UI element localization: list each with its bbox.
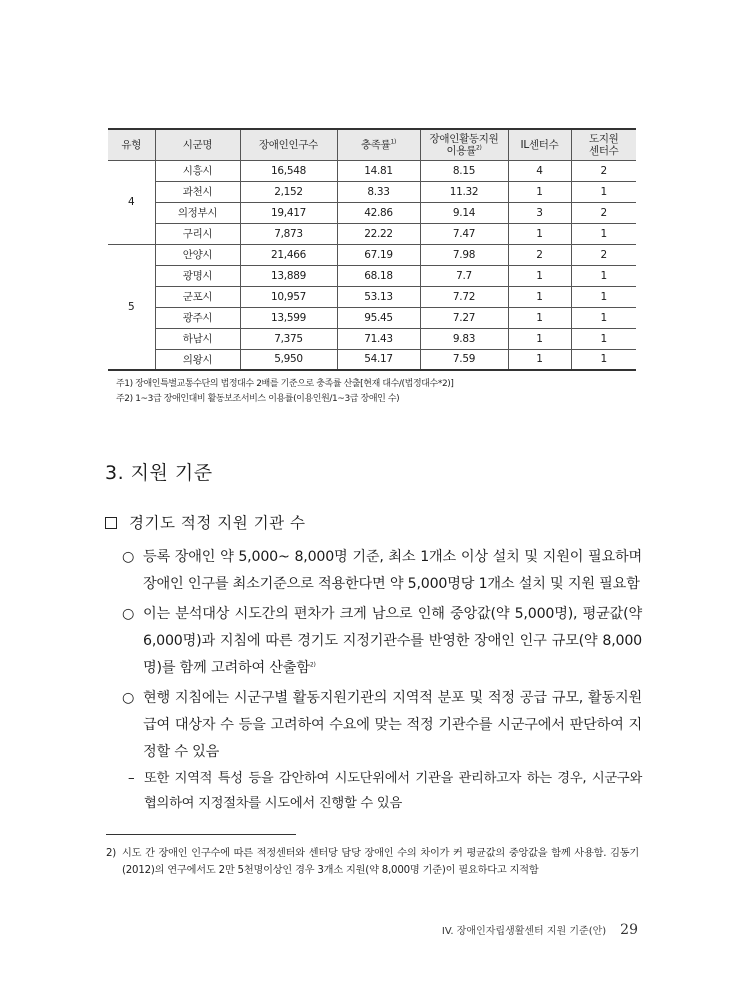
usage-cell: 8.15 [420, 160, 508, 181]
header-rate-label: 충족률 [360, 138, 391, 151]
city-cell: 군포시 [155, 286, 240, 307]
city-cell: 안양시 [155, 244, 240, 265]
province-cell: 2 [571, 160, 636, 181]
province-cell: 1 [571, 181, 636, 202]
rate-cell: 95.45 [337, 307, 420, 328]
header-population: 장애인인구수 [240, 129, 337, 160]
header-city: 시군명 [155, 129, 240, 160]
footnote-ref: 2) [309, 661, 316, 669]
province-cell: 2 [571, 244, 636, 265]
section-title: 3. 지원 기준 [105, 462, 213, 484]
table-row [108, 181, 636, 202]
city-cell: 의왕시 [155, 349, 240, 370]
rate-cell: 8.33 [337, 181, 420, 202]
header-usage-sup: 2) [475, 144, 482, 152]
table-row [108, 160, 636, 181]
header-usage [420, 129, 508, 160]
bullet-item-1 [122, 544, 642, 598]
il-cell: 2 [508, 244, 571, 265]
province-cell: 1 [571, 223, 636, 244]
table-row [108, 223, 636, 244]
page-footer [442, 922, 638, 938]
header-rate-sup: 1) [390, 138, 397, 146]
city-cell: 하남시 [155, 328, 240, 349]
population-cell: 13,599 [240, 307, 337, 328]
circle-bullet-icon: ○ [122, 549, 135, 565]
population-cell: 13,889 [240, 265, 337, 286]
header-province-line2: 센터수 [588, 144, 619, 157]
rate-cell: 22.22 [337, 223, 420, 244]
rate-cell: 68.18 [337, 265, 420, 286]
province-cell: 1 [571, 286, 636, 307]
city-cell: 과천시 [155, 181, 240, 202]
population-cell: 16,548 [240, 160, 337, 181]
city-cell: 구리시 [155, 223, 240, 244]
il-cell: 1 [508, 223, 571, 244]
table-row [108, 265, 636, 286]
population-cell: 2,152 [240, 181, 337, 202]
dash-bullet-icon: – [128, 771, 135, 786]
section-subtitle [105, 511, 305, 533]
table-row [108, 307, 636, 328]
city-cell: 시흥시 [155, 160, 240, 181]
rate-cell: 42.86 [337, 202, 420, 223]
footnote-text: 시도 간 장애인 인구수에 따른 적정센터와 센터당 담당 장애인 수의 차이가 커 평균값의 중앙값을 함께 사용함. 김동기(2012)의 연구에서도 2만 5천명이상인 경우 3개소 지원(약 8,000명 기준)이 필요하다고 지적함 [122, 848, 639, 876]
footnote [106, 845, 639, 879]
bullet-text: 현행 지침에는 시군구별 활동지원기관의 지역적 분포 및 적정 공급 규모, 활동지원급여 대상자 수 등을 고려하여 수요에 맞는 적정 기관수를 시군구에서 판단하여 지정할 수 있음 [143, 690, 642, 760]
table-row [108, 349, 636, 370]
table-notes [116, 377, 454, 407]
usage-cell: 7.98 [420, 244, 508, 265]
footer-chapter: IV. 장애인자립생활센터 지원 기준(안) [441, 926, 607, 937]
circle-bullet-icon: ○ [122, 690, 135, 706]
table-container [108, 128, 636, 371]
province-cell: 2 [571, 202, 636, 223]
usage-cell: 11.32 [420, 181, 508, 202]
usage-cell: 9.83 [420, 328, 508, 349]
population-cell: 19,417 [240, 202, 337, 223]
header-usage-line1: 장애인활동지원 [429, 132, 499, 145]
il-cell: 1 [508, 181, 571, 202]
footnote-divider [106, 834, 296, 835]
header-type: 유형 [108, 129, 155, 160]
province-cell: 1 [571, 265, 636, 286]
table-note-2: 주2) 1~3급 장애인대비 활동보조서비스 이용률(이용인원/1~3급 장애인 수) [116, 394, 400, 404]
bullet-text: 이는 분석대상 시도간의 편차가 크게 남으로 인해 중앙값(약 5,000명), 평균값(약 6,000명)과 지침에 따른 경기도 지정기관수를 반영한 장애인 인구 규모(약 8,000명)를 함께 고려하여 산출함 [143, 606, 642, 676]
usage-cell: 7.47 [420, 223, 508, 244]
dash-item [128, 766, 642, 816]
table-row [108, 286, 636, 307]
rate-cell: 14.81 [337, 160, 420, 181]
il-cell: 1 [508, 307, 571, 328]
bullet-item-3 [122, 685, 642, 766]
rate-cell: 71.43 [337, 328, 420, 349]
usage-cell: 7.7 [420, 265, 508, 286]
data-table [108, 128, 636, 371]
header-il-centers: IL센터수 [508, 129, 571, 160]
table-row [108, 202, 636, 223]
table-row [108, 244, 636, 265]
city-cell: 의정부시 [155, 202, 240, 223]
population-cell: 21,466 [240, 244, 337, 265]
checkbox-square-icon [105, 517, 117, 529]
bullet-item-2 [122, 601, 642, 682]
header-usage-line2: 이용률 [446, 144, 476, 157]
province-cell: 1 [571, 307, 636, 328]
circle-bullet-icon: ○ [122, 606, 135, 622]
il-cell: 1 [508, 349, 571, 370]
city-cell: 광주시 [155, 307, 240, 328]
il-cell: 1 [508, 265, 571, 286]
bullet-text-wrap [122, 601, 642, 682]
dash-text: 또한 지역적 특성 등을 감안하여 시도단위에서 기관을 관리하고자 하는 경우, 시군구와 협의하여 지정절차를 시도에서 진행할 수 있음 [144, 771, 642, 811]
usage-cell: 9.14 [420, 202, 508, 223]
il-cell: 3 [508, 202, 571, 223]
population-cell: 10,957 [240, 286, 337, 307]
header-province-centers [571, 129, 636, 160]
usage-cell: 7.72 [420, 286, 508, 307]
rate-cell: 54.17 [337, 349, 420, 370]
type-cell: 4 [108, 160, 155, 244]
footnote-number: 2) [106, 848, 117, 859]
il-cell: 4 [508, 160, 571, 181]
section-subtitle-text: 경기도 적정 지원 기관 수 [129, 514, 306, 532]
rate-cell: 53.13 [337, 286, 420, 307]
table-row [108, 328, 636, 349]
table-note-1: 주1) 장애인특별교통수단의 법정대수 2배를 기준으로 충족률 산출[현재 대수/(법정대수*2)] [116, 379, 454, 389]
usage-cell: 7.59 [420, 349, 508, 370]
il-cell: 1 [508, 286, 571, 307]
province-cell: 1 [571, 349, 636, 370]
il-cell: 1 [508, 328, 571, 349]
population-cell: 5,950 [240, 349, 337, 370]
page-number: 29 [620, 922, 638, 938]
type-cell: 5 [108, 244, 155, 370]
usage-cell: 7.27 [420, 307, 508, 328]
city-cell: 광명시 [155, 265, 240, 286]
header-province-line1: 도지원 [588, 132, 619, 145]
rate-cell: 67.19 [337, 244, 420, 265]
table-header-row [108, 129, 636, 160]
population-cell: 7,873 [240, 223, 337, 244]
province-cell: 1 [571, 328, 636, 349]
population-cell: 7,375 [240, 328, 337, 349]
header-rate [337, 129, 420, 160]
bullet-text: 등록 장애인 약 5,000~ 8,000명 기준, 최소 1개소 이상 설치 및 지원이 필요하며 장애인 인구를 최소기준으로 적용한다면 약 5,000명당 1개소 설치 및 지원 필요함 [143, 549, 642, 592]
